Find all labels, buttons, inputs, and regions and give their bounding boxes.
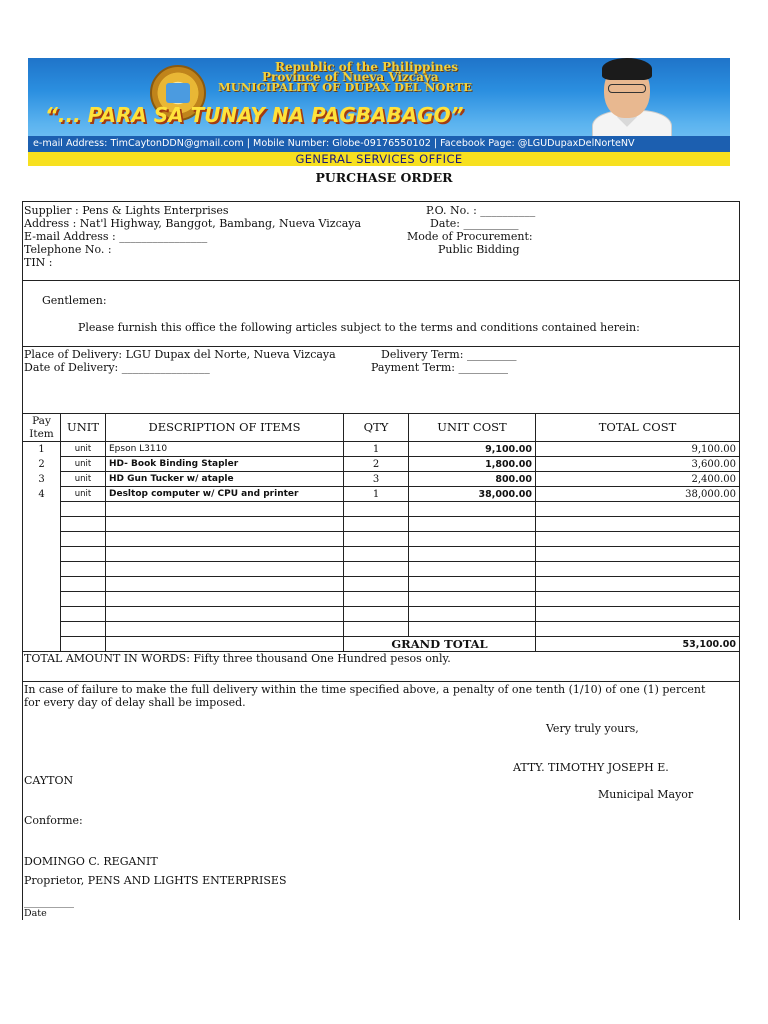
item-unit: unit xyxy=(61,472,106,487)
table-row xyxy=(23,487,740,502)
item-description: HD Gun Tucker w/ ataple xyxy=(106,472,344,487)
request-text: Please furnish this office the following articles subject to the terms and conditions contained herein: xyxy=(78,321,640,334)
item-number: 3 xyxy=(23,472,61,487)
item-description: Desltop computer w/ CPU and printer xyxy=(106,487,344,502)
proprietor-name: DOMINGO C. REGANIT xyxy=(24,855,158,868)
table-row-empty xyxy=(23,517,740,532)
procurement-mode-value: Public Bidding xyxy=(438,243,520,256)
item-unit: unit xyxy=(61,442,106,457)
item-description: Epson L3110 xyxy=(106,442,344,457)
table-row xyxy=(23,472,740,487)
table-row-empty xyxy=(23,532,740,547)
banner-slogan: “... PARA SA TUNAY NA PAGBABAGO” xyxy=(45,103,464,127)
table-row-empty xyxy=(23,622,740,637)
po-number-field: P.O. No. : __________ xyxy=(426,204,536,217)
header-unit: UNIT xyxy=(61,414,106,442)
date-of-delivery: Date of Delivery: ________________ xyxy=(24,361,210,374)
signatory-name-last: CAYTON xyxy=(24,774,74,787)
closing-phrase: Very truly yours, xyxy=(546,722,639,735)
place-of-delivery: Place of Delivery: LGU Dupax del Norte, Nueva Vizcaya xyxy=(24,348,336,361)
item-qty: 3 xyxy=(344,472,409,487)
table-row-empty xyxy=(23,547,740,562)
divider xyxy=(22,681,740,682)
table-row-empty xyxy=(23,592,740,607)
item-number: 2 xyxy=(23,457,61,472)
item-number: 4 xyxy=(23,487,61,502)
item-total-cost: 2,400.00 xyxy=(536,472,740,487)
payment-term: Payment Term: _________ xyxy=(371,361,509,374)
delivery-term: Delivery Term: _________ xyxy=(381,348,517,361)
item-number: 1 xyxy=(23,442,61,457)
table-row xyxy=(23,457,740,472)
penalty-clause-line1: In case of failure to make the full delivery within the time specified above, a penalty of one tenth (1/10) of one (1) percent xyxy=(24,683,706,696)
tin-field: TIN : xyxy=(24,256,53,269)
item-unit-cost: 38,000.00 xyxy=(409,487,536,502)
penalty-clause-line2: for every day of delay shall be imposed. xyxy=(24,696,246,709)
grand-total-value: 53,100.00 xyxy=(536,637,740,652)
item-unit-cost: 800.00 xyxy=(409,472,536,487)
salutation: Gentlemen: xyxy=(42,294,107,307)
header-description: DESCRIPTION OF ITEMS xyxy=(106,414,344,442)
document-title: PURCHASE ORDER xyxy=(315,170,453,185)
banner-municipality: MUNICIPALITY OF DUPAX DEL NORTE xyxy=(218,80,473,94)
date-signature-line: __________ xyxy=(24,897,74,908)
divider xyxy=(22,280,740,281)
date-field: Date: __________ xyxy=(430,217,519,230)
table-row-empty xyxy=(23,607,740,622)
telephone-field: Telephone No. : xyxy=(24,243,112,256)
address-field: Address : Nat'l Highway, Banggot, Bambang, Nueva Vizcaya xyxy=(24,217,362,230)
date-label: Date xyxy=(24,908,47,919)
grand-total-label: GRAND TOTAL xyxy=(344,637,536,652)
banner-province: Province of Nueva Vizcaya xyxy=(262,70,439,84)
header-total-cost: TOTAL COST xyxy=(536,414,740,442)
grand-total-row xyxy=(23,637,740,652)
header-pay-item: Pay Item xyxy=(23,414,61,442)
table-header-row xyxy=(23,414,740,442)
banner-republic: Republic of the Philippines xyxy=(275,60,459,74)
item-total-cost: 9,100.00 xyxy=(536,442,740,457)
header-qty: QTY xyxy=(344,414,409,442)
mayor-portrait xyxy=(592,58,730,136)
item-description: HD- Book Binding Stapler xyxy=(106,457,344,472)
signatory-name-first: ATTY. TIMOTHY JOSEPH E. xyxy=(513,761,669,774)
item-qty: 1 xyxy=(344,487,409,502)
procurement-mode-label: Mode of Procurement: xyxy=(407,230,533,243)
signatory-title: Municipal Mayor xyxy=(598,788,694,801)
table-row-empty xyxy=(23,577,740,592)
table-row-empty xyxy=(23,502,740,517)
item-unit-cost: 1,800.00 xyxy=(409,457,536,472)
item-unit: unit xyxy=(61,457,106,472)
item-qty: 2 xyxy=(344,457,409,472)
item-total-cost: 3,600.00 xyxy=(536,457,740,472)
supplier-field: Supplier : Pens & Lights Enterprises xyxy=(24,204,229,217)
proprietor-title: Proprietor, PENS AND LIGHTS ENTERPRISES xyxy=(24,874,287,887)
conforme-label: Conforme: xyxy=(24,814,83,827)
item-qty: 1 xyxy=(344,442,409,457)
item-unit-cost: 9,100.00 xyxy=(409,442,536,457)
item-total-cost: 38,000.00 xyxy=(536,487,740,502)
office-name: GENERAL SERVICES OFFICE xyxy=(28,152,730,166)
banner-contact-info: e-mail Address: TimCaytonDDN@gmail.com | Mobile Number: Globe-09176550102 | Facebook Page: @LGUDupaxDelNorteNV xyxy=(33,138,635,149)
amount-in-words: TOTAL AMOUNT IN WORDS: Fifty three thousand One Hundred pesos only. xyxy=(24,652,451,665)
items-table xyxy=(22,413,740,652)
email-field: E-mail Address : ________________ xyxy=(24,230,208,243)
table-row xyxy=(23,442,740,457)
divider xyxy=(22,346,740,347)
item-unit: unit xyxy=(61,487,106,502)
header-unit-cost: UNIT COST xyxy=(409,414,536,442)
table-row-empty xyxy=(23,562,740,577)
